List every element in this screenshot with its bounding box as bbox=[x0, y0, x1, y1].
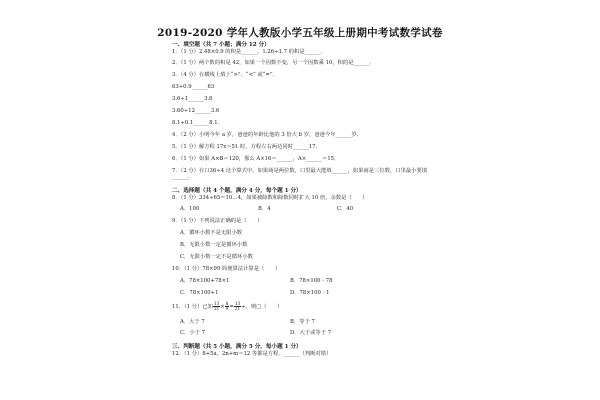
question-3-item-c: 3.60÷12______3.6 bbox=[172, 108, 220, 115]
fraction-3 bbox=[234, 302, 240, 311]
question-8-option-a: A．100 bbox=[180, 206, 200, 213]
question-9-option-c: C．无限小数一定不是循环小数 bbox=[180, 254, 253, 261]
question-11-suffix: ，则□（ ） bbox=[245, 303, 283, 310]
question-10-option-b: B．78×100﹣78 bbox=[290, 277, 333, 284]
fraction-1 bbox=[213, 302, 219, 311]
exam-content bbox=[172, 40, 432, 358]
fraction-3-numerator: 13 bbox=[234, 300, 241, 306]
fraction-2-numerator: 8 bbox=[225, 300, 229, 306]
section-true-false-header: 三、判断题（共 5 小题，满分 5 分，每小题 1 分） bbox=[172, 344, 302, 351]
fraction-1-denominator: 21 bbox=[213, 305, 220, 311]
question-9-option-b: B．无限小数一定是循环小数 bbox=[180, 242, 248, 249]
question-11-equals: = bbox=[229, 303, 234, 310]
question-1: 1．（1 分）2.48×0.9 的积是______，1.26÷1.7 的积是______． bbox=[172, 48, 326, 55]
fraction-1-numerator: 13 bbox=[213, 300, 220, 306]
question-5: 5．（1 分）解方程 17x＝51 时，方程左右两边同时______17． bbox=[172, 143, 321, 150]
fraction-2-denominator: 9 bbox=[225, 305, 229, 311]
question-4: 4．（2 分）小明今年 a 岁，爸爸的年龄比他的 3 倍大 b 岁，爸爸今年______岁． bbox=[172, 131, 363, 138]
question-3-item-a: 63÷0.9______63 bbox=[172, 84, 215, 91]
page-title: 2019-2020 学年人教版小学五年级上册期中考试数学试卷 bbox=[157, 27, 443, 39]
question-10: 10．（1 分）78×99 简便算法计算是（ ） bbox=[172, 265, 281, 272]
question-8-options bbox=[172, 206, 432, 213]
question-10-options-row1 bbox=[172, 278, 432, 285]
question-9: 9．（1 分）下列说法正确的是（ ） bbox=[172, 218, 263, 225]
question-12: 12．（1 分）8+5a，2n+m＝12 等都是方程．______（判断对错） bbox=[172, 350, 332, 357]
question-10-options-row2 bbox=[172, 290, 432, 297]
question-7: 7．（2 分）在口36÷4 这个算式中，如果商是两位数，口里最大能填______，如果商是三位数，口里最小要填______． bbox=[172, 167, 428, 181]
question-9-option-a: A．循环小数不是无限小数 bbox=[180, 230, 243, 237]
question-8-option-b: B．4 bbox=[258, 206, 271, 213]
question-11 bbox=[172, 302, 432, 311]
section-choice-header: 二、选择题（共 4 个题，满分 4 分，每个题 1 分） bbox=[172, 187, 302, 194]
section-fill-in-header: 一、填空题（共 7 小题；满分 12 分） bbox=[172, 42, 270, 48]
question-10-option-d: D．78×100﹣1 bbox=[290, 289, 330, 296]
question-11-divide: ÷ bbox=[241, 303, 246, 310]
question-11-option-d: D．大于或等于 7 bbox=[290, 330, 332, 337]
question-11-option-c: C．小于 7 bbox=[180, 330, 205, 337]
question-3-item-b: 3.6÷1______3.6 bbox=[172, 96, 213, 103]
question-8: 8．（1 分）334÷65＝10…4，如果被除数和除数同时扩大 10 倍，余数是（ ） bbox=[172, 194, 368, 201]
question-2: 2．（1 分）两个数的积是 42，如果一个因数不变，另一个因数乘 10，积的是______． bbox=[172, 60, 375, 67]
question-10-option-c: C．78×100+1 bbox=[180, 289, 219, 296]
question-3-item-d: 8.1÷0.1______8.1． bbox=[172, 119, 223, 126]
fraction-3-denominator: 21 bbox=[234, 305, 241, 311]
question-11-option-a: A．大于 7 bbox=[180, 318, 205, 325]
question-11-times: × bbox=[220, 303, 225, 310]
question-11-options-row2 bbox=[172, 330, 432, 337]
question-11-options-row1 bbox=[172, 319, 432, 326]
question-11-prefix: 11．（1 分）已知 bbox=[172, 303, 213, 310]
question-11-option-b: B．等于 7 bbox=[290, 318, 315, 325]
question-10-option-a: A．78×100+78×1 bbox=[180, 277, 230, 284]
question-8-option-c: C．40 bbox=[337, 206, 354, 213]
question-6: 6．（1 分）如果 A×B＝120，那么 A×16＝______，A×______＝15． bbox=[172, 155, 340, 162]
question-3: 3．（4 分）在横线上填上“>”、“<” 或“=”． bbox=[172, 72, 278, 79]
